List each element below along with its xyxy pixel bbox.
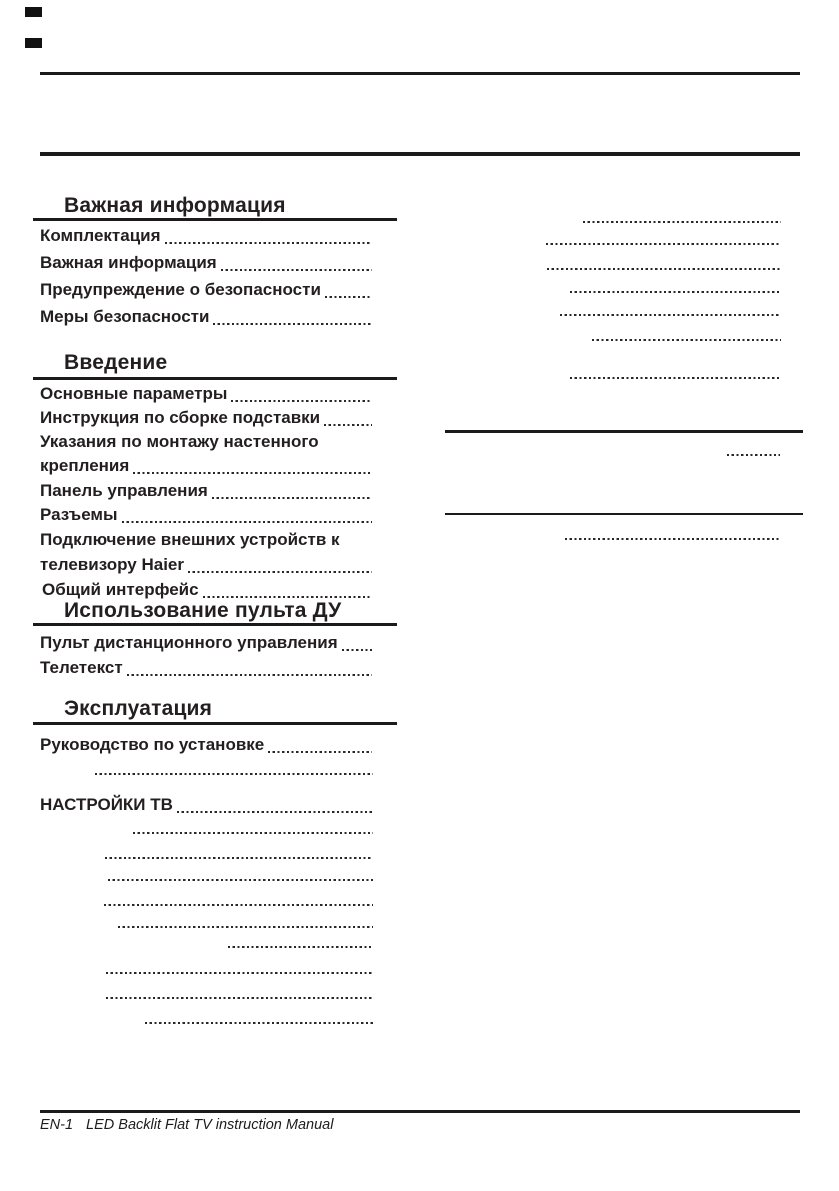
section-heading: Использование пульта ДУ [64,599,342,622]
dot-leader [133,472,372,474]
dot-leader [342,649,372,651]
toc-entry [40,306,373,328]
dot-leader-line [560,314,781,316]
toc-entry [40,455,373,477]
section-heading-underline [33,218,397,221]
toc-entry [40,407,373,429]
toc-entry [40,383,373,405]
dot-leader [188,571,372,573]
toc-entry-label: Комплектация [40,226,161,245]
toc-entry-label: Указания по монтажу настенного [40,432,319,451]
toc-entry-label: Панель управления [40,481,208,500]
toc-entry [40,794,373,816]
toc-entry [40,554,373,576]
dot-leader-line [104,904,373,906]
dot-leader-line [228,946,373,948]
dot-leader [127,674,372,676]
section-heading: Эксплуатация [64,697,213,720]
toc-entry [40,431,319,453]
right-column-rule-bottom [445,513,803,515]
dot-leader [177,811,372,813]
dot-leader [122,521,372,523]
dot-leader [221,269,372,271]
toc-entry-label: Инструкция по сборке подставки [40,408,321,427]
toc-entry-label: Подключение внешних устройств к [40,530,340,549]
dot-leader-line [133,832,373,834]
toc-entry [40,632,373,654]
toc-entry-label: Важная информация [40,253,217,272]
dot-leader [268,751,372,753]
toc-entry [40,734,373,756]
header-rule-bottom [40,152,800,156]
toc-entry-label: НАСТРОЙКИ ТВ [40,795,173,814]
toc-entry [40,657,373,679]
toc-entry [40,279,373,301]
registration-mark [25,7,42,17]
dot-leader [213,323,372,325]
footer-page-number: EN-1 [40,1117,74,1133]
toc-entry-label: Телетекст [40,658,123,677]
toc-entry [40,480,373,502]
dot-leader-line [592,339,781,341]
dot-leader-line [546,243,781,245]
dot-leader [212,497,372,499]
dot-leader [231,400,372,402]
dot-leader-line [95,773,373,775]
footer-rule [40,1110,800,1113]
toc-entry-label: Руководство по установке [40,735,265,754]
toc-entry-label: Разъемы [40,505,118,524]
toc-entry-label: Пульт дистанционного управления [40,633,338,652]
dot-leader-line [547,268,781,270]
section-heading-underline [33,623,397,626]
dot-leader-line [727,454,780,456]
dot-leader-line [106,972,373,974]
section-heading-underline [33,377,397,380]
dot-leader-line [565,538,781,540]
toc-entry [40,252,373,274]
toc-entry-label: Меры безопасности [40,307,210,326]
header-rule-top [40,72,800,75]
right-column-rule-top [445,430,803,433]
dot-leader [325,296,372,298]
toc-entry-label: Предупреждение о безопасности [40,280,321,299]
toc-entry [40,504,373,526]
dot-leader-line [106,997,373,999]
registration-mark [25,38,42,48]
toc-entry-label: телевизору Haier [40,555,184,574]
toc-entry [40,225,373,247]
dot-leader [165,242,372,244]
dot-leader-line [570,377,781,379]
section-heading-underline [33,722,397,725]
dot-leader-line [145,1022,373,1024]
dot-leader-line [118,926,373,928]
dot-leader-line [105,857,373,859]
toc-entry [40,529,340,551]
footer [40,1117,333,1133]
footer-manual-title: LED Backlit Flat TV instruction Manual [86,1117,334,1133]
toc-entry-label: крепления [40,456,130,475]
toc-entry-label: Общий интерфейс [42,580,199,599]
dot-leader-line [583,221,781,223]
section-heading: Введение [64,351,168,374]
dot-leader-line [570,291,781,293]
toc-entry-label: Основные параметры [40,384,228,403]
dot-leader [324,424,372,426]
dot-leader-line [108,879,373,881]
section-heading: Важная информация [64,194,286,217]
